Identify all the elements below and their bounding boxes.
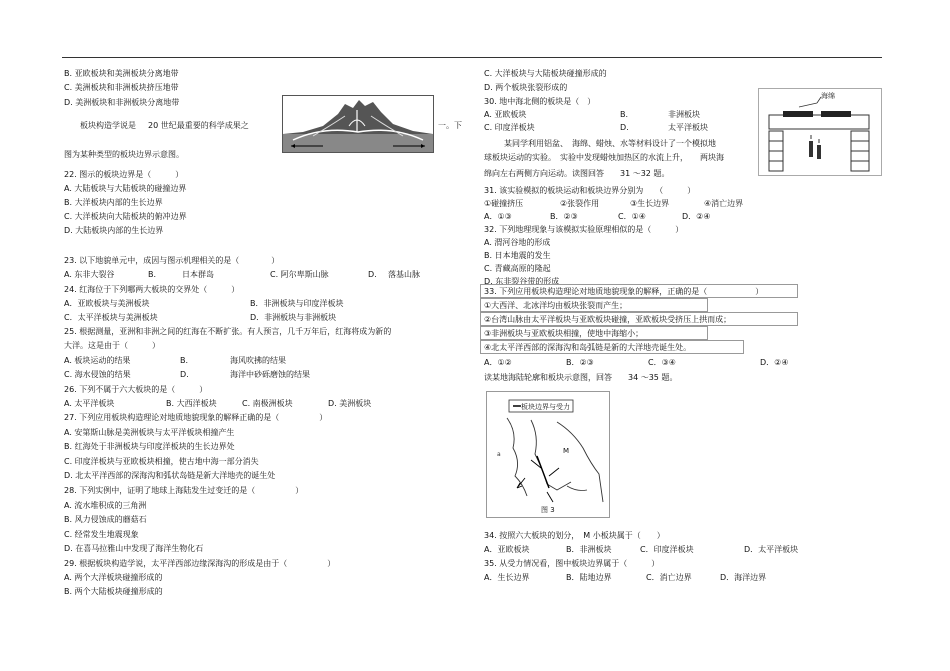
plate-boundary-diagram-icon: [283, 96, 433, 152]
question-33: 33. 下列应用板块构造理论对地质地貌现象的解释，正确的是（ ）: [484, 287, 764, 296]
option-c-prev: C. 美洲板块和非洲板块挤压地带: [64, 83, 179, 92]
q26-option-c: C. 南极洲板块: [242, 399, 293, 408]
q31-choice-1: ①碰撞挤压: [484, 199, 524, 208]
question-32: 32. 下列地理现象与该模拟实验原理相似的是（ ）: [484, 225, 684, 234]
question-24: 24. 红海位于下列哪两大板块的交界处（ ）: [64, 285, 240, 294]
q33-choice-2: ②台湾山脉由太平洋板块与亚欧板块碰撞，亚欧板块受挤压上拱而成；: [484, 315, 732, 324]
question-26: 26. 下列不属于六大板块的是（ ）: [64, 385, 208, 394]
question-28: 28. 下列实例中，证明了地球上海陆发生过变迁的是（ ）: [64, 486, 304, 495]
q27-option-d: D. 北太平洋西部的深海沟和弧状岛链是新大洋地壳的诞生处: [64, 471, 276, 480]
q23-option-b-label: B.: [148, 270, 157, 279]
q33-option-a: A．①②: [484, 358, 512, 367]
q31-choice-4: ④消亡边界: [704, 199, 744, 208]
q22-option-a: A. 大陆板块与大陆板块的碰撞边界: [64, 184, 187, 193]
intro-text-c: 一。下: [438, 121, 462, 130]
question-34: 34. 按照六大板块的划分， M 小板块属于（ ）: [484, 531, 665, 540]
q31-option-d: D．②④: [682, 212, 711, 221]
map-caption: 图 3: [541, 506, 555, 514]
q25-option-d: 海洋中砂砾磨蚀的结果: [230, 370, 310, 379]
q31-choice-3: ③生长边界: [630, 199, 670, 208]
q30-option-d-label: D.: [620, 123, 629, 132]
q33-option-b: B．②③: [566, 358, 594, 367]
q34-option-c: C．印度洋板块: [640, 545, 694, 554]
q23-option-c: C. 阿尔卑斯山脉: [270, 270, 329, 279]
q23-option-a: A. 东非大裂谷: [64, 270, 115, 279]
q28-option-c: C. 经常发生地震现象: [64, 530, 139, 539]
question-25: 25. 根据测量，亚洲和非洲之间的红海在不断扩张。有人预言，几千万年后，红海将成为新的: [64, 327, 392, 336]
q31-choice-2: ②张裂作用: [560, 199, 600, 208]
experiment-text-1: 某同学利用铝盆、 海绵、蜡烛、水等材料设计了一个模拟地: [504, 139, 716, 148]
q23-option-d-label: D.: [368, 270, 377, 279]
q29-option-c: C. 大洋板块与大陆板块碰撞形成的: [484, 69, 607, 78]
option-b-prev: B. 亚欧板块和美洲板块分离地带: [64, 69, 179, 78]
map-intro: 读某地海陆轮廓和板块示意图，回答 34 ～35 题。: [484, 373, 678, 382]
q28-option-d: D. 在喜马拉雅山中发现了海洋生物化石: [64, 544, 204, 553]
question-27: 27. 下列应用板块构造理论对地质地貌现象的解释正确的是（ ）: [64, 413, 328, 422]
q35-option-d: D．海洋边界: [720, 573, 767, 582]
q27-option-c: C. 印度洋板块与亚欧板块相撞，使古地中海一部分消失: [64, 457, 259, 466]
q32-option-a: A. 渭河谷地的形成: [484, 238, 551, 247]
question-35: 35. 从受力情况看，图中板块边界属于（ ）: [484, 559, 660, 568]
q33-option-d: D．②④: [760, 358, 789, 367]
question-25-cont: 大洋。这是由于（ ）: [64, 341, 160, 350]
q35-option-b: B．陆地边界: [566, 573, 612, 582]
experiment-figure: [758, 88, 882, 176]
q35-option-a: A．生长边界: [484, 573, 530, 582]
figure-label-sponge: 海绵: [821, 92, 835, 100]
q25-option-d-label: D.: [180, 370, 189, 379]
q34-option-a: A．亚欧板块: [484, 545, 530, 554]
q22-option-b: B. 大洋板块内部的生长边界: [64, 198, 163, 207]
header-rule: [62, 57, 882, 58]
q33-choice-1: ①大西洋、北冰洋均由板块张裂而产生；: [484, 301, 628, 310]
q31-option-a: A．①③: [484, 212, 512, 221]
intro-text-2: 图为某种类型的板块边界示意图。: [64, 150, 184, 159]
q27-option-b: B. 红海处于非洲板块与印度洋板块的生长边界处: [64, 442, 235, 451]
q24-option-a: A．亚欧板块与美洲板块: [64, 299, 150, 308]
question-23: 23. 以下地貌单元中，成因与图示机理相关的是（ ）: [64, 256, 280, 265]
map-plate-m-label: M: [563, 447, 570, 455]
q31-option-b: B．②③: [550, 212, 578, 221]
q31-option-c: C．①④: [618, 212, 646, 221]
q32-option-d: D. 东非裂谷带的形成: [484, 277, 560, 286]
q22-option-d: D. 大陆板块内部的生长边界: [64, 226, 164, 235]
q24-option-d: D．非洲板块与非洲板块: [250, 313, 337, 322]
q33-option-c: C．③④: [648, 358, 676, 367]
q32-option-c: C. 青藏高原的隆起: [484, 264, 551, 273]
q28-option-a: A. 流水堆积成的三角洲: [64, 501, 147, 510]
q24-option-c: C．太平洋板块与美洲板块: [64, 313, 158, 322]
q26-option-d: D. 美洲板块: [328, 399, 372, 408]
q34-option-d: D．太平洋板块: [744, 545, 799, 554]
map-legend-label: 板块边界与受力: [521, 403, 570, 411]
q33-choice-3: ③非洲板块与亚欧板块相撞，使地中海缩小；: [484, 329, 644, 338]
q29-option-b: B. 两个大陆板块碰撞形成的: [64, 587, 163, 596]
q26-option-b: B. 大西洋板块: [166, 399, 217, 408]
q35-option-c: C．消亡边界: [646, 573, 692, 582]
q24-option-b: B．非洲板块与印度洋板块: [250, 299, 344, 308]
q34-option-b: B．非洲板块: [566, 545, 612, 554]
q30-option-d: 太平洋板块: [668, 123, 708, 132]
q25-option-b-label: B.: [180, 356, 189, 365]
q32-option-b: B. 日本地震的发生: [484, 251, 551, 260]
q28-option-b: B. 风力侵蚀成的蘑菇石: [64, 515, 147, 524]
q33-choice-4: ④北太平洋西部的深海沟和岛弧链是新的大洋地壳诞生处。: [484, 343, 692, 352]
svg-text:a: a: [497, 451, 501, 458]
question-31: 31. 该实验模拟的板块运动和板块边界分别为 （ ）: [484, 186, 696, 195]
q25-option-a: A. 板块运动的结果: [64, 356, 131, 365]
q29-option-a: A. 两个大洋板块碰撞形成的: [64, 573, 163, 582]
question-22: 22. 图示的板块边界是（ ）: [64, 170, 184, 179]
q25-option-c: C. 海水侵蚀的结果: [64, 370, 131, 379]
intro-text-a: 板块构造学说是: [80, 121, 136, 130]
q22-option-c: C. 大洋板块向大陆板块的俯冲边界: [64, 212, 187, 221]
q23-option-d: 落基山脉: [388, 270, 420, 279]
q30-option-a: A. 亚欧板块: [484, 110, 527, 119]
question-29: 29. 根据板块构造学说，太平洋西部边缘深海沟的形成是由于（ ）: [64, 559, 336, 568]
experiment-text-3: 绵向左右两侧方向运动。读图回答 31 ～32 题。: [484, 169, 670, 178]
q29-option-d: D. 两个板块张裂形成的: [484, 83, 568, 92]
q30-option-b: 非洲板块: [668, 110, 700, 119]
experiment-apparatus-icon: [759, 89, 881, 175]
q30-option-b-label: B.: [620, 110, 629, 119]
q23-option-b: 日本群岛: [182, 270, 214, 279]
q25-option-b: 海风吹拂的结果: [230, 356, 286, 365]
experiment-text-2: 球板块运动的实验。 实验中发现蜡烛加热区的水流上升， 两块海: [484, 153, 724, 162]
q27-option-a: A. 安第斯山脉是美洲板块与太平洋板块相撞产生: [64, 428, 235, 437]
plate-boundary-figure: [282, 95, 434, 153]
plate-map-figure: [486, 391, 610, 518]
q30-option-c: C. 印度洋板块: [484, 123, 535, 132]
intro-text-b: 20 世纪最重要的科学成果之: [148, 121, 249, 130]
option-d-prev: D. 美洲板块和非洲板块分离地带: [64, 98, 180, 107]
q26-option-a: A. 太平洋板块: [64, 399, 115, 408]
question-30: 30. 地中海北侧的板块是（ ）: [484, 97, 596, 106]
